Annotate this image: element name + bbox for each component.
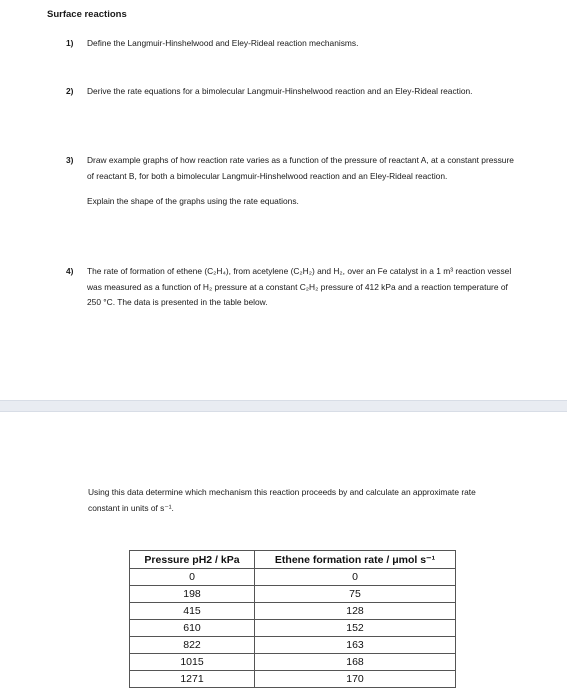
table-cell: 610: [130, 620, 255, 637]
question-paragraph: Derive the rate equations for a bimolecular Langmuir-Hinshelwood reaction and an Eley-Rideal reaction.: [87, 86, 473, 96]
table-cell: 1015: [130, 654, 255, 671]
question-text: [87, 264, 516, 311]
question-2: [66, 84, 516, 100]
data-table: [129, 550, 456, 688]
table-cell: 0: [130, 569, 255, 586]
table-row: [130, 569, 456, 586]
question-paragraph: The rate of formation of ethene (C₂H₄), from acetylene (C₂H₂) and H₂, over an Fe catalyst in a 1 m³ reaction vessel was measured as a function of H₂ pressure at a constant C₂H₂ pressure of 412 kPa and a reaction temperature of 250 °C. The data is presented in the table below.: [87, 266, 512, 308]
page-title: Surface reactions: [47, 9, 127, 20]
table-row: [130, 671, 456, 688]
column-header-rate: Ethene formation rate / μmol s⁻¹: [255, 551, 456, 569]
table-cell: 152: [255, 620, 456, 637]
table-row: [130, 586, 456, 603]
table-cell: 168: [255, 654, 456, 671]
column-header-pressure: Pressure pH2 / kPa: [130, 551, 255, 569]
question-number: 1): [66, 38, 74, 48]
table-cell: 198: [130, 586, 255, 603]
table-row: [130, 654, 456, 671]
question-number: 2): [66, 86, 74, 96]
table-cell: 170: [255, 671, 456, 688]
table-cell: 75: [255, 586, 456, 603]
page-separator: [0, 400, 567, 412]
table-cell: 0: [255, 569, 456, 586]
question-paragraph: Explain the shape of the graphs using the rate equations.: [87, 196, 299, 207]
table-row: [130, 620, 456, 637]
table-row: [130, 603, 456, 620]
instruction-text: Using this data determine which mechanism this reaction proceeds by and calculate an approximate rate constant in units of s⁻¹.: [88, 487, 476, 513]
question-text: [87, 153, 516, 210]
question-text: [87, 84, 516, 100]
table-cell: 128: [255, 603, 456, 620]
table-row: [130, 637, 456, 654]
table-header-row: [130, 551, 456, 569]
question-number: 4): [66, 266, 74, 276]
question-1: [66, 36, 516, 52]
table-cell: 822: [130, 637, 255, 654]
question-4: [66, 264, 516, 311]
question-paragraph: Define the Langmuir-Hinshelwood and Eley-Rideal reaction mechanisms.: [87, 38, 359, 48]
table-cell: 163: [255, 637, 456, 654]
table-cell: 415: [130, 603, 255, 620]
question-number: 3): [66, 155, 74, 165]
question-text: [87, 36, 516, 52]
question-3: [66, 153, 516, 210]
table-cell: 1271: [130, 671, 255, 688]
question-paragraph: Draw example graphs of how reaction rate varies as a function of the pressure of reactant A, at a constant pressure of reactant B, for both a bimolecular Langmuir-Hinshelwood reaction and an Eley-Rideal reaction.: [87, 155, 514, 181]
